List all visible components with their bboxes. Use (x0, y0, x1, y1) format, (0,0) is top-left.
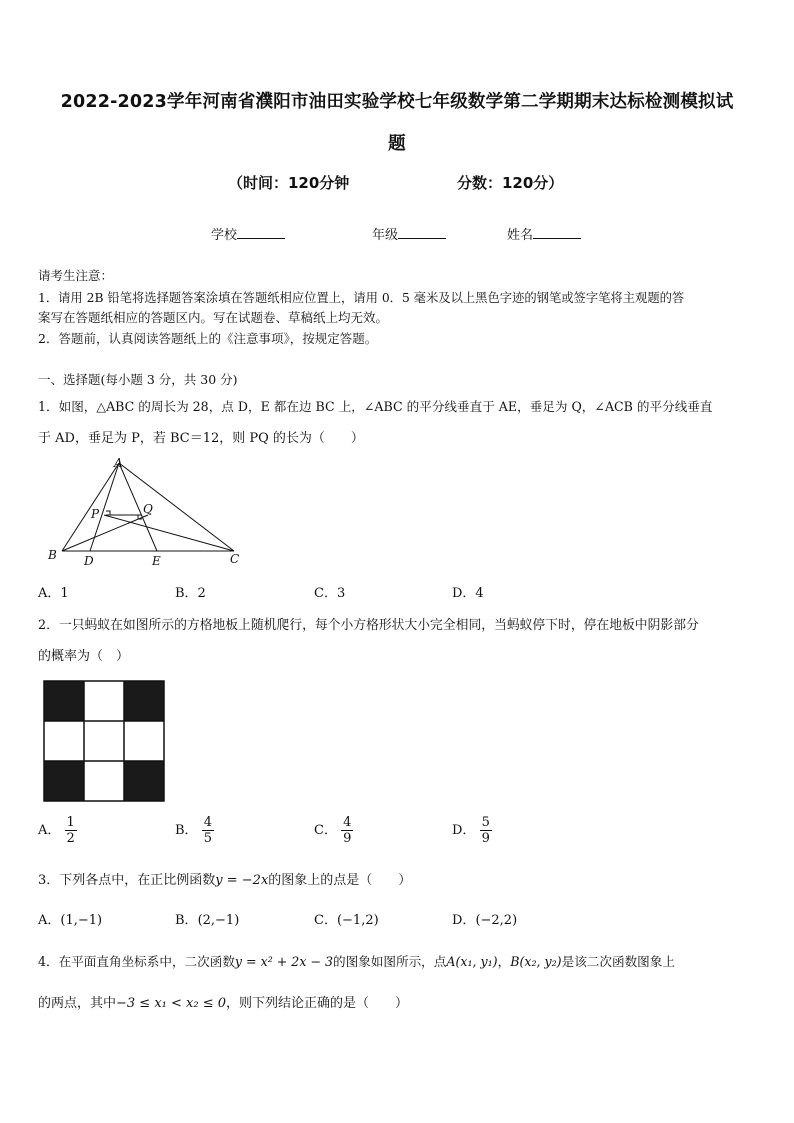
q1-text-line-2: 于 AD，垂足为 P，若 BC＝12，则 PQ 的长为（ ） (38, 431, 364, 446)
notice-heading: 请考生注意： (38, 268, 114, 283)
q2-option-b-label: B． (175, 823, 198, 838)
q2-option-a-fraction: $\frac{1}{2}$ (66, 815, 75, 846)
cell-white (44, 721, 84, 761)
label-q: Q (143, 502, 153, 516)
q2-option-c-label: C． (314, 823, 337, 838)
cell-shaded (44, 761, 84, 801)
label-c: C (230, 552, 240, 566)
label-e: E (152, 554, 161, 568)
page-title-cont: 题 (388, 134, 406, 154)
grade-label: 年级 (372, 228, 399, 243)
cell-shaded (44, 681, 84, 721)
q2-option-b-fraction: $\frac{4}{5}$ (203, 815, 212, 846)
q3-prefix: 3．下列各点中，在正比例函数 (38, 873, 216, 888)
q1-option-b[interactable]: B．2 (175, 586, 206, 601)
q2-grid-figure (43, 680, 167, 804)
q2-option-a[interactable] (38, 815, 77, 846)
q2-text-line-2: 的概率为（ ） (38, 649, 130, 664)
q2-option-a-label: A． (38, 823, 61, 838)
q4-condition: −3 ≤ x₁ < x₂ ≤ 0 (116, 996, 227, 1011)
label-d: D (84, 554, 94, 568)
label-b: B (48, 548, 57, 562)
q2-option-d[interactable] (452, 815, 492, 846)
cell-shaded (124, 681, 164, 721)
notice-line-3: 2．答题前，认真阅读答题纸上的《注意事项》，按规定答题。 (38, 331, 378, 346)
q1-option-c[interactable]: C．3 (314, 586, 346, 601)
grade-blank (398, 226, 446, 239)
q3-option-b[interactable]: B．(2,−1) (175, 913, 240, 928)
q2-option-c-fraction: $\frac{4}{9}$ (343, 815, 352, 846)
school-blank (237, 226, 285, 239)
bisector-b (62, 515, 148, 551)
q4-text-line-2: 的两点，其中−3 ≤ x₁ < x₂ ≤ 0，则下列结论正确的是（ ） (38, 996, 409, 1011)
q1-option-a[interactable]: A．1 (38, 586, 69, 601)
q1-text-line-1: 1．如图，△ABC 的周长为 28，点 D，E 都在边 BC 上，∠ABC 的平分线垂直于 AE，垂足为 Q，∠ACB 的平分线垂直 (38, 399, 713, 414)
exam-score: 分数：120分） (457, 174, 564, 192)
section-heading: 一、选择题(每小题 3 分，共 30 分) (38, 372, 238, 387)
q3-option-c[interactable]: C．(−1,2) (314, 913, 379, 928)
page-title: 2022-2023学年河南省濮阳市油田实验学校七年级数学第二学期期末达标检测模拟试 (60, 92, 734, 112)
q4-text-line-1: 4．在平面直角坐标系中，二次函数y = x² + 2x − 3的图象如图所示，点A(x₁, y₁)，B(x₂, y₂)是该二次函数图象上 (38, 954, 675, 969)
q4-point-b: B(x₂, y₂) (510, 954, 562, 969)
label-a: A (114, 456, 123, 470)
q4-function: y = x² + 2x − 3 (234, 954, 333, 969)
name-blank (533, 226, 581, 239)
side-ac (119, 463, 234, 551)
cell-white (84, 761, 124, 801)
cell-shaded (124, 761, 164, 801)
q2-option-c[interactable] (314, 815, 353, 846)
school-label: 学校 (211, 228, 238, 243)
cell-white (84, 681, 124, 721)
school-field (211, 224, 285, 243)
cell-white (84, 721, 124, 761)
q2-text-line-1: 2．一只蚂蚁在如图所示的方格地板上随机爬行，每个小方格形状大小完全相同，当蚂蚁停下时，停在地板中阴影部分 (38, 618, 699, 633)
cell-white (124, 721, 164, 761)
name-label: 姓名 (507, 228, 534, 243)
bisector-c (104, 515, 234, 551)
right-angle-p (106, 511, 110, 515)
notice-line-2: 案写在答题纸相应的答题区内。写在试题卷、草稿纸上均无效。 (38, 310, 389, 325)
notice-line-1: 1．请用 2B 铅笔将选择题答案涂填在答题纸相应位置上，请用 0．5 毫米及以上黑色字迹的钢笔或签字笔将主观题的答 (38, 291, 685, 305)
q2-option-b[interactable] (175, 815, 214, 846)
exam-time: （时间：120分钟 (228, 174, 350, 192)
q3-suffix: 的图象上的点是（ ） (268, 873, 412, 888)
label-p: P (91, 507, 100, 521)
q1-option-d[interactable]: D．4 (452, 586, 484, 601)
q1-triangle-figure (44, 455, 254, 571)
q4-point-a: A(x₁, y₁) (446, 954, 498, 969)
q2-option-d-fraction: $\frac{5}{9}$ (481, 815, 490, 846)
q3-option-a[interactable]: A．(1,−1) (38, 913, 103, 928)
q3-function: y = −2x (215, 873, 269, 888)
q2-option-d-label: D． (452, 823, 476, 838)
q3-text (38, 869, 411, 888)
grade-field (372, 224, 446, 243)
q3-option-d[interactable]: D．(−2,2) (452, 913, 518, 928)
name-field (507, 224, 581, 243)
